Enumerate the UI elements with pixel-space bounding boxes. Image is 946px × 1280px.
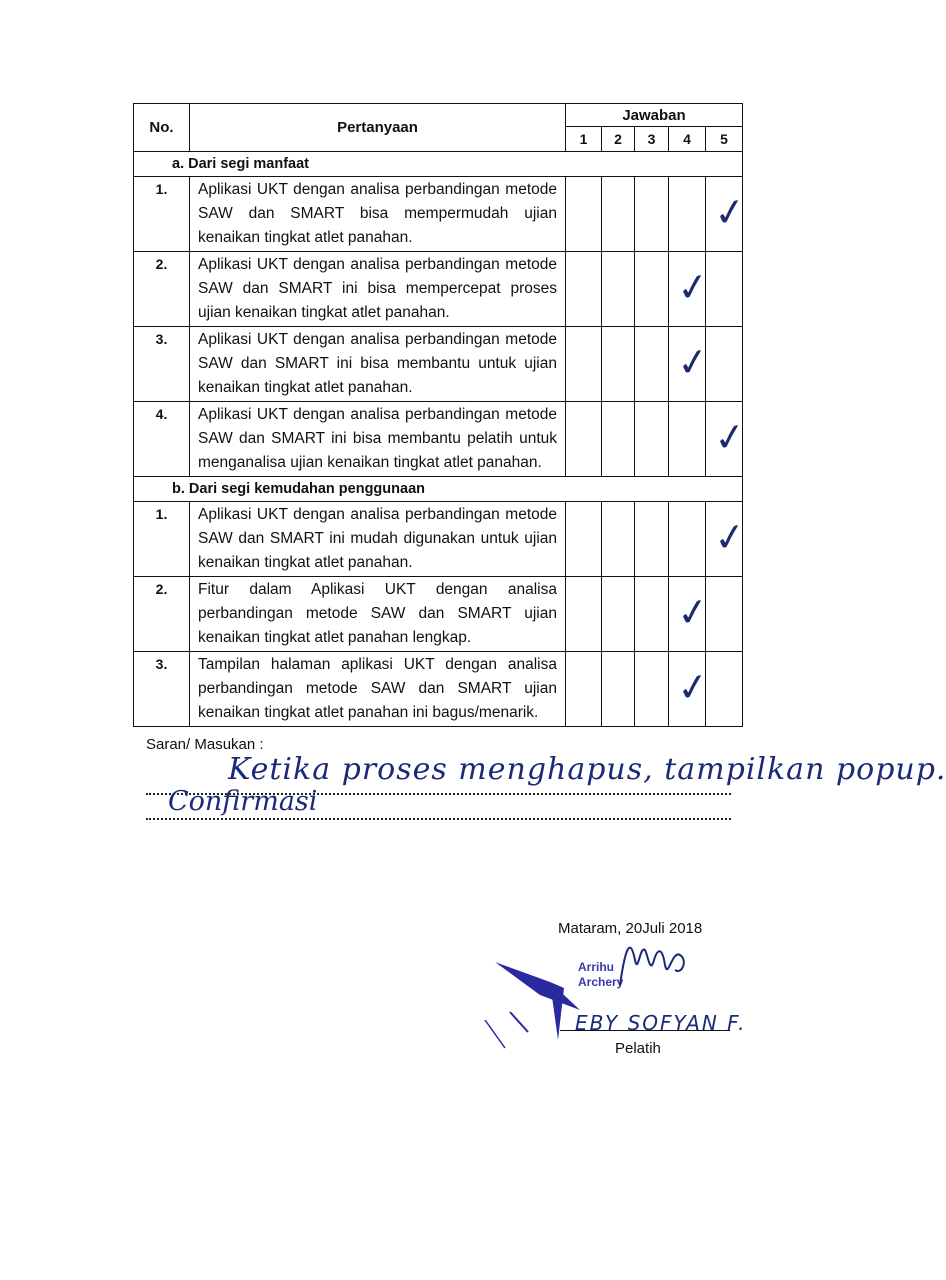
scale-1: 1 bbox=[566, 127, 602, 152]
check-glyph: ✓ bbox=[711, 513, 749, 562]
section-title: a. Dari segi manfaat bbox=[134, 152, 743, 177]
answer-cell-5 bbox=[706, 327, 743, 402]
header-no: No. bbox=[134, 104, 190, 152]
answer-cell-1 bbox=[566, 502, 602, 577]
answer-cell-4 bbox=[669, 652, 712, 727]
scale-2: 2 bbox=[602, 127, 635, 152]
answer-cell-1 bbox=[566, 252, 602, 327]
check-glyph: ✓ bbox=[711, 413, 749, 462]
signature-path bbox=[620, 948, 684, 985]
check-mark-icon bbox=[711, 186, 767, 237]
answer-cell-4 bbox=[669, 502, 706, 577]
answer-cell-1 bbox=[566, 652, 602, 727]
question-text: Aplikasi UKT dengan analisa perbandingan metode SAW dan SMART ini mudah digunakan untuk ujian kenaikan tingkat atlet panahan. bbox=[190, 502, 566, 577]
dotted-line-2 bbox=[146, 818, 731, 820]
table-row bbox=[134, 502, 743, 577]
answer-cell-1 bbox=[566, 327, 602, 402]
answer-cell-4 bbox=[669, 327, 712, 402]
section-header bbox=[134, 152, 743, 177]
check-glyph: ✓ bbox=[711, 188, 749, 237]
check-glyph: ✓ bbox=[674, 663, 712, 712]
answer-cell-4 bbox=[669, 252, 712, 327]
section-title: b. Dari segi kemudahan penggunaan bbox=[134, 477, 743, 502]
answer-cell-2 bbox=[602, 652, 635, 727]
question-text: Aplikasi UKT dengan analisa perbandingan metode SAW dan SMART ini bisa membantu pelatih untuk menganalisa ujian kenaikan tingkat atlet panahan. bbox=[190, 402, 566, 477]
answer-cell-2 bbox=[602, 327, 635, 402]
check-glyph: ✓ bbox=[674, 588, 712, 637]
answer-cell-5 bbox=[706, 502, 749, 577]
answer-cell-2 bbox=[602, 402, 635, 477]
check-glyph: ✓ bbox=[674, 338, 712, 387]
scale-5: 5 bbox=[706, 127, 743, 152]
signature-line bbox=[560, 1030, 730, 1031]
stamp-stroke-1 bbox=[510, 1012, 528, 1032]
row-number: 2. bbox=[134, 577, 190, 652]
table-row bbox=[134, 402, 743, 477]
answer-cell-3 bbox=[635, 652, 669, 727]
answer-cell-5 bbox=[706, 252, 743, 327]
signature-scribble bbox=[610, 930, 700, 990]
saran-label: Saran/ Masukan : bbox=[146, 736, 264, 753]
answer-cell-1 bbox=[566, 402, 602, 477]
check-glyph: ✓ bbox=[674, 263, 712, 312]
scale-3: 3 bbox=[635, 127, 669, 152]
answer-cell-3 bbox=[635, 577, 669, 652]
answer-cell-2 bbox=[602, 177, 635, 252]
answer-cell-5 bbox=[706, 577, 743, 652]
answer-cell-2 bbox=[602, 577, 635, 652]
answer-cell-3 bbox=[635, 252, 669, 327]
row-number: 4. bbox=[134, 402, 190, 477]
question-text: Fitur dalam Aplikasi UKT dengan analisa perbandingan metode SAW dan SMART ujian kenaikan tingkat atlet panahan lengkap. bbox=[190, 577, 566, 652]
row-number: 1. bbox=[134, 502, 190, 577]
table-row bbox=[134, 177, 743, 252]
handwritten-suggestion-1: Ketika proses menghapus, tampilkan popup. bbox=[228, 752, 946, 787]
answer-cell-4 bbox=[669, 402, 706, 477]
row-number: 3. bbox=[134, 327, 190, 402]
table-row bbox=[134, 252, 743, 327]
header-question: Pertanyaan bbox=[190, 104, 566, 152]
answer-cell-5 bbox=[706, 177, 749, 252]
stamp-stroke-2 bbox=[485, 1020, 505, 1048]
answer-cell-2 bbox=[602, 252, 635, 327]
answer-cell-3 bbox=[635, 177, 669, 252]
answer-cell-1 bbox=[566, 177, 602, 252]
handwritten-suggestion-2: Confirmasi bbox=[168, 786, 318, 817]
row-number: 1. bbox=[134, 177, 190, 252]
table-row bbox=[134, 652, 743, 727]
table-row bbox=[134, 577, 743, 652]
signer-role: Pelatih bbox=[615, 1040, 661, 1057]
stamp-arrow-shape bbox=[550, 982, 564, 1040]
section-header bbox=[134, 477, 743, 502]
city-date: Mataram, 20Juli 2018 bbox=[558, 920, 703, 937]
row-number: 3. bbox=[134, 652, 190, 727]
stamp-text-2: Archery bbox=[578, 975, 624, 989]
answer-cell-1 bbox=[566, 577, 602, 652]
answer-cell-3 bbox=[635, 327, 669, 402]
answer-cell-5 bbox=[706, 402, 749, 477]
answer-cell-4 bbox=[669, 177, 706, 252]
stamp-text-1: Arrihu bbox=[578, 960, 614, 974]
answer-cell-4 bbox=[669, 577, 712, 652]
signer-name: EBY SOFYAN F. bbox=[575, 1011, 747, 1035]
scale-4: 4 bbox=[669, 127, 706, 152]
row-number: 2. bbox=[134, 252, 190, 327]
stamp-logo bbox=[480, 940, 590, 1050]
check-mark-icon bbox=[711, 511, 767, 562]
answer-cell-3 bbox=[635, 402, 669, 477]
table-row bbox=[134, 327, 743, 402]
question-text: Aplikasi UKT dengan analisa perbandingan metode SAW dan SMART ini bisa membantu untuk ujian kenaikan tingkat atlet panahan. bbox=[190, 327, 566, 402]
check-mark-icon bbox=[711, 411, 767, 462]
stamp-wing-shape bbox=[495, 962, 580, 1010]
answer-cell-2 bbox=[602, 502, 635, 577]
question-text: Aplikasi UKT dengan analisa perbandingan metode SAW dan SMART ini bisa mempercepat proses ujian kenaikan tingkat atlet panahan. bbox=[190, 252, 566, 327]
header-answer: Jawaban bbox=[566, 104, 743, 127]
answer-cell-3 bbox=[635, 502, 669, 577]
question-text: Aplikasi UKT dengan analisa perbandingan metode SAW dan SMART bisa mempermudah ujian kenaikan tingkat atlet panahan. bbox=[190, 177, 566, 252]
questionnaire-table bbox=[133, 103, 749, 727]
question-text: Tampilan halaman aplikasi UKT dengan analisa perbandingan metode SAW dan SMART ujian kenaikan tingkat atlet panahan ini bagus/menarik. bbox=[190, 652, 566, 727]
answer-cell-5 bbox=[706, 652, 743, 727]
